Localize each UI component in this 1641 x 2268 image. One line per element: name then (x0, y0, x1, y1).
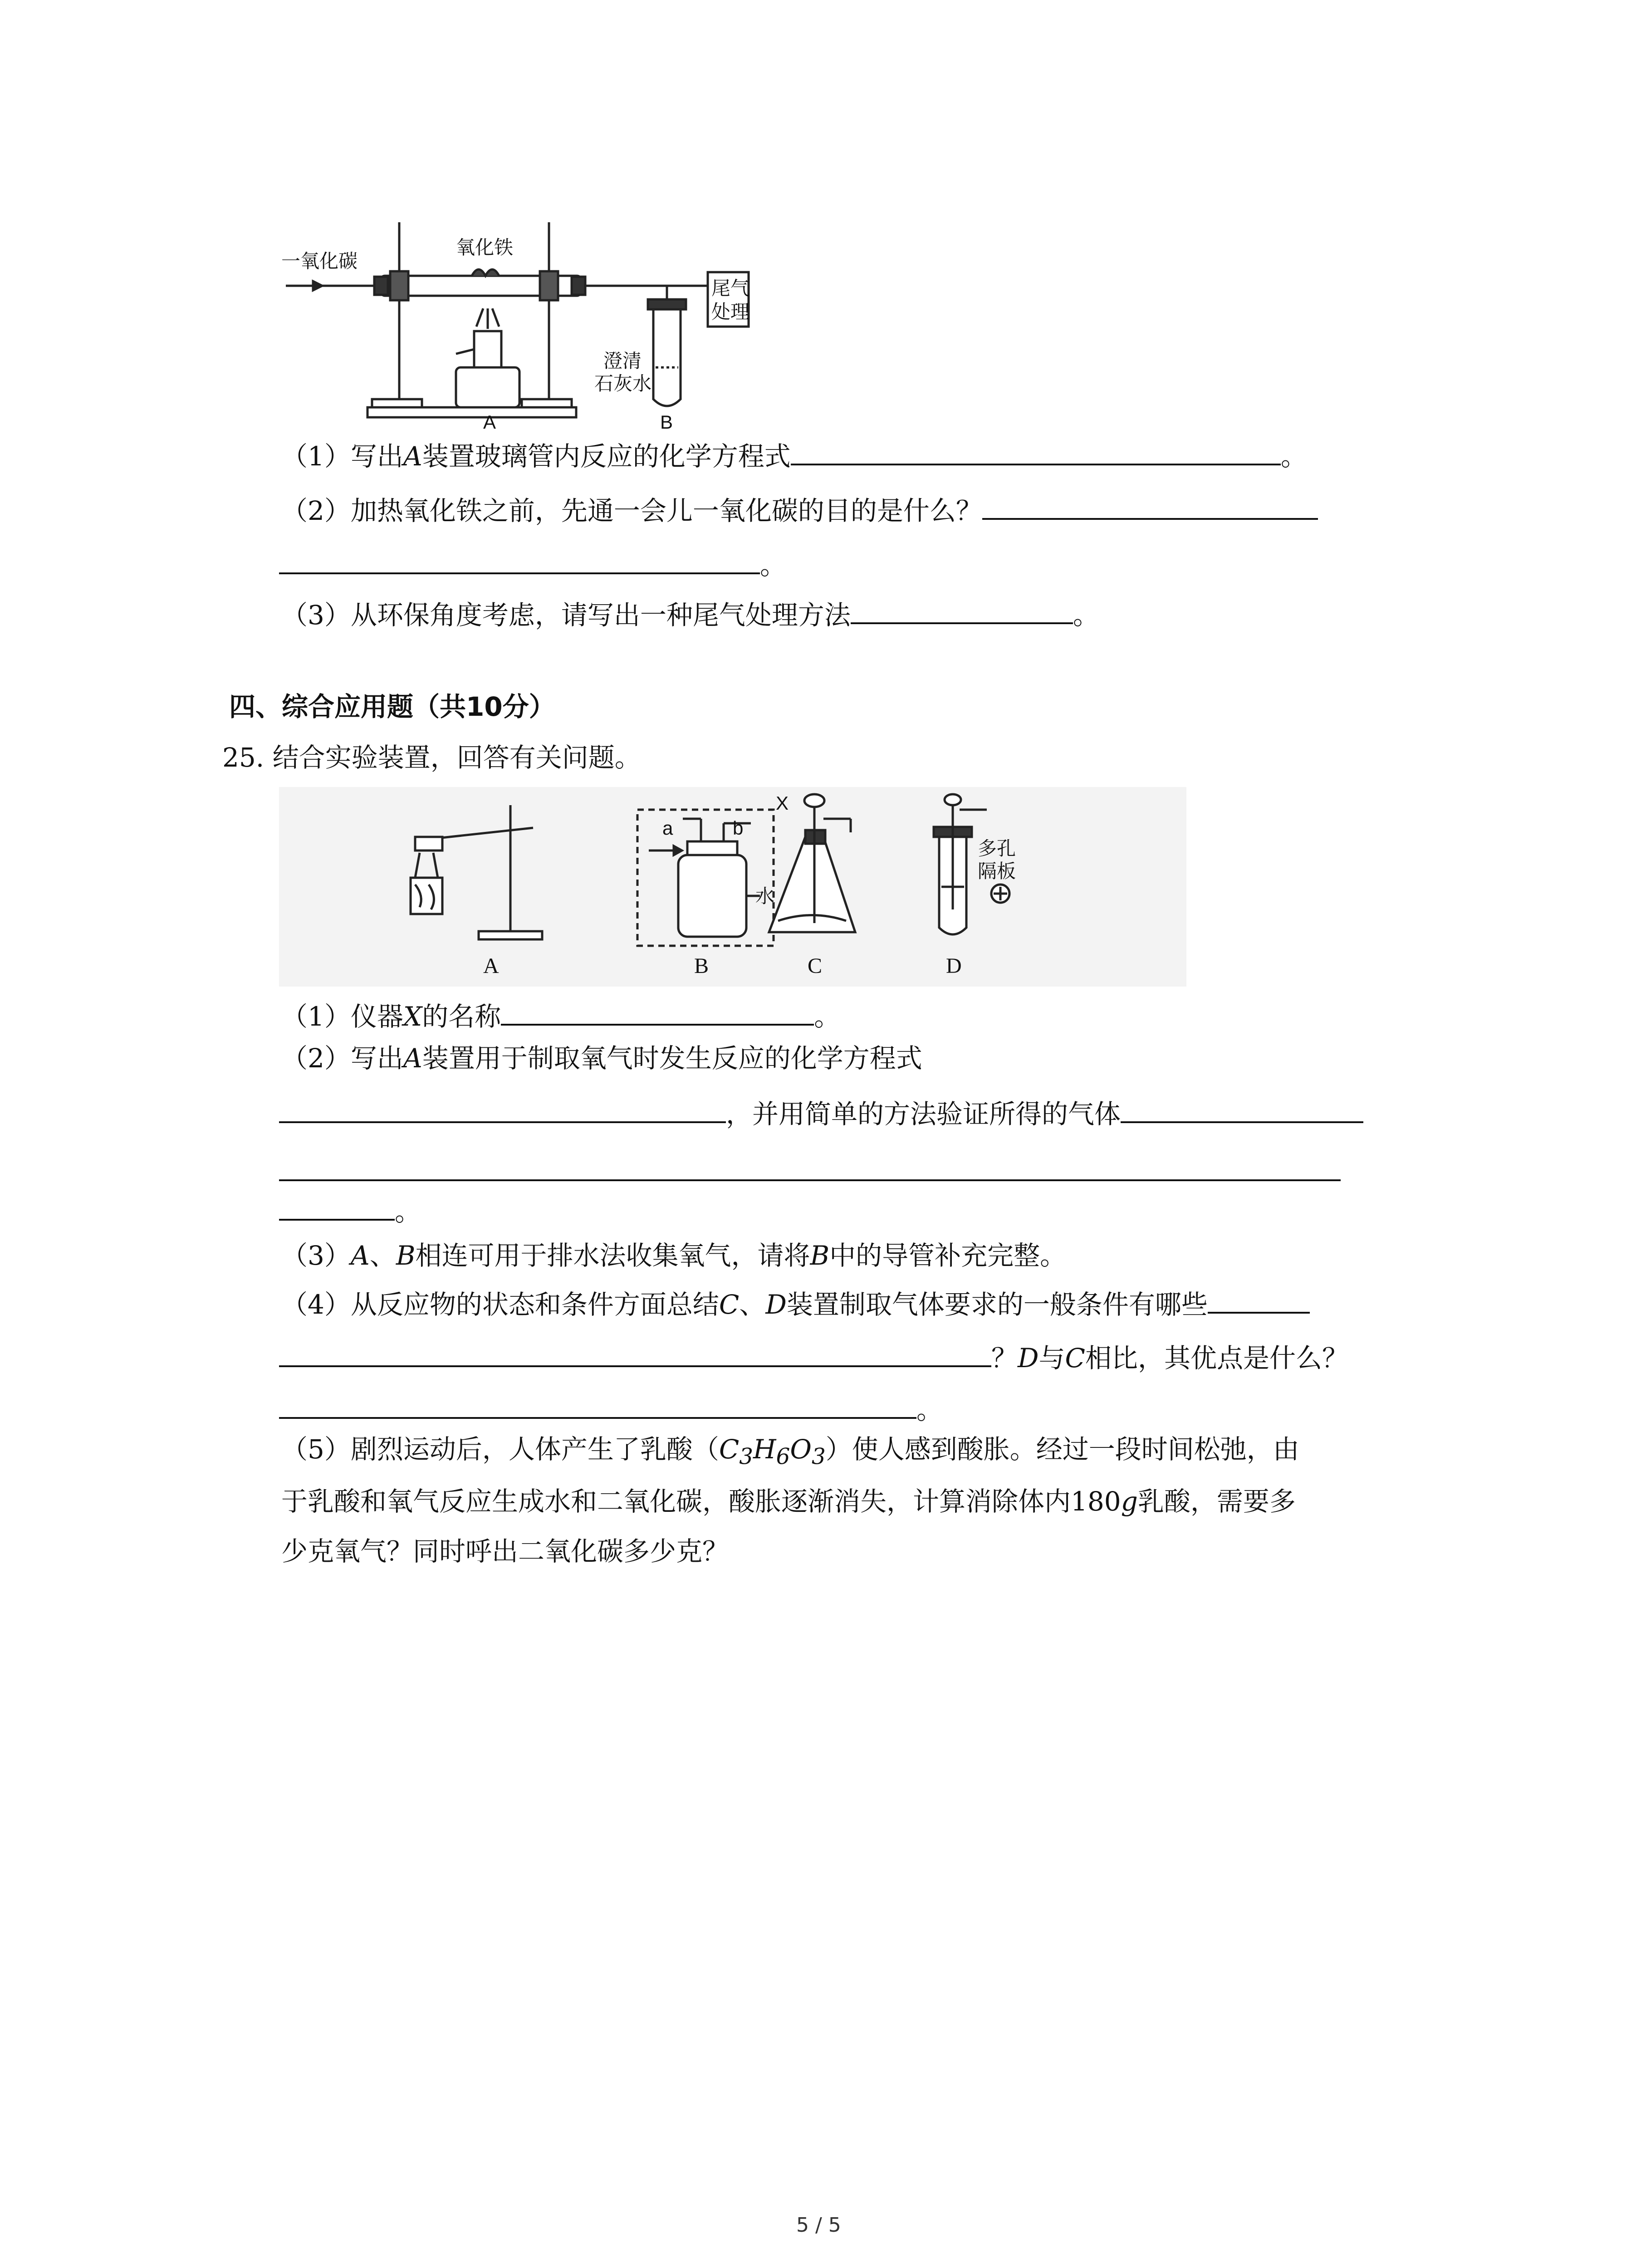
q25-part2 (281, 1040, 922, 1076)
q24-p2-end: 。 (760, 550, 787, 581)
q25-p2-blank-3[interactable] (279, 1179, 1341, 1181)
co-label: 一氧化碳 (281, 250, 358, 272)
q25-p3-mid: 相连可用于排水法收集氧气，请将 (415, 1240, 810, 1271)
q24-p1-end: 。 (1280, 441, 1307, 472)
q25-p3-pre: （3） (281, 1240, 351, 1271)
tail-gas-label-2: 处理 (711, 301, 750, 323)
q25-part2-line4 (279, 1191, 421, 1230)
q25-p1-post: 的名称 (422, 1001, 501, 1032)
fig2-caption-c: C (808, 954, 823, 978)
q25-part3 (281, 1237, 1066, 1274)
q25-p4-l2-var2: C (1065, 1343, 1085, 1374)
fig2-caption-d: D (946, 954, 962, 978)
q25-stem-text: 结合实验装置，回答有关问题。 (272, 742, 641, 773)
q24-p1-var: A (403, 441, 422, 472)
q25-p5-l1-pre: （5）剧烈运动后，人体产生了乳酸（ (281, 1434, 719, 1465)
gas-apparatus-figure (279, 787, 1186, 987)
q25-p5-l2-post: 乳酸，需要多 (1137, 1486, 1296, 1517)
port-b-label: b (733, 817, 744, 839)
limewater-label-1: 澄清 (603, 350, 642, 371)
q25-p4-l2-pre: ？ (991, 1343, 1018, 1374)
q24-part3 (281, 594, 1099, 633)
q25-p5-l1-post: ）使人感到酸胀。经过一段时间松弛，由 (825, 1434, 1299, 1465)
q24-p1-post: 装置玻璃管内反应的化学方程式 (422, 441, 791, 472)
formula-h-sub: 6 (776, 1444, 790, 1470)
q25-p3-var1: A (350, 1240, 370, 1271)
q25-p2-post: 装置用于制取氧气时发生反应的化学方程式 (422, 1043, 922, 1074)
limewater-label-2: 石灰水 (594, 373, 652, 394)
formula-h: H (753, 1434, 776, 1465)
q25-p4-var1: C (719, 1289, 740, 1320)
q25-part2-line2 (279, 1093, 1363, 1132)
formula-c: C (719, 1434, 740, 1465)
q25-p4-l2-mid: 与 (1038, 1343, 1065, 1374)
q25-stem (222, 739, 641, 776)
q24-p3-blank[interactable] (851, 594, 1073, 624)
caption-a: A (483, 411, 496, 431)
q25-part5-line2 (281, 1483, 1296, 1520)
q24-p1-pre: （1）写出 (281, 441, 403, 472)
q25-p4-var2: D (765, 1289, 787, 1320)
q25-p4-end: 。 (916, 1394, 943, 1425)
q24-part1 (281, 435, 1307, 474)
q25-p1-var: X (403, 1001, 422, 1032)
q25-p4-l2-var1: D (1018, 1343, 1039, 1374)
q25-part5-line3: 少克氧气？同时呼出二氧化碳多少克？ (281, 1536, 729, 1567)
q25-number: 25. (222, 742, 265, 773)
q25-p2-blank-4[interactable] (279, 1191, 395, 1221)
q25-p4-blank-2[interactable] (279, 1337, 991, 1367)
q24-p2-text: （2）加热氧化铁之前，先通一会儿一氧化碳的目的是什么？ (281, 495, 982, 526)
q24-p3-end: 。 (1073, 600, 1099, 631)
q25-p2-pre: （2）写出 (281, 1043, 403, 1074)
q25-p4-pre: （4）从反应物的状态和条件方面总结 (281, 1289, 719, 1320)
water-label: 水 (755, 885, 775, 907)
q25-p5-unit: g (1121, 1486, 1138, 1517)
q24-p2-blank-1[interactable] (982, 490, 1318, 520)
q25-p2-var: A (403, 1043, 422, 1074)
q24-p3-text: （3）从环保角度考虑，请写出一种尾气处理方法 (281, 600, 851, 631)
q25-p1-pre: （1）仪器 (281, 1001, 403, 1032)
q25-part1 (281, 996, 840, 1035)
instrument-x-label: X (776, 792, 789, 814)
q25-part4-line2 (279, 1337, 1348, 1376)
q24-p2-blank-2[interactable] (279, 544, 760, 574)
q25-p1-end: 。 (814, 1001, 841, 1032)
page-number: 5 / 5 (796, 2214, 841, 2237)
q25-p3-var2: B (396, 1240, 416, 1271)
q25-p4-post: 装置制取气体要求的一般条件有哪些 (786, 1289, 1208, 1320)
fig2-caption-b: B (694, 954, 709, 978)
section-4-title: 四、综合应用题（共10分） (229, 691, 555, 722)
formula-o: O (790, 1434, 812, 1465)
porous-plate-label-2: 隔板 (978, 860, 1016, 882)
formula-c-sub: 3 (739, 1444, 754, 1470)
q25-p4-sep: 、 (739, 1289, 766, 1320)
lactic-acid-formula (719, 1434, 826, 1470)
q25-p4-blank-3[interactable] (279, 1389, 916, 1419)
q25-p1-blank[interactable] (501, 996, 814, 1026)
iron-oxide-label: 氧化铁 (456, 237, 514, 258)
q25-p2-line2-text: ，并用简单的方法验证所得的气体 (726, 1099, 1121, 1129)
q25-p2-end: 。 (395, 1196, 421, 1227)
q25-part4 (281, 1284, 1310, 1323)
q25-p3-sep: 、 (369, 1240, 396, 1271)
tail-gas-label-1: 尾气 (711, 278, 750, 299)
q25-part5-line1 (281, 1431, 1299, 1475)
porous-plate-label-1: 多孔 (978, 838, 1016, 859)
q25-p4-blank-1[interactable] (1208, 1284, 1310, 1314)
caption-b: B (660, 411, 673, 431)
fig2-caption-a: A (483, 954, 499, 978)
co-reduction-apparatus-figure (277, 218, 794, 431)
q24-part2 (281, 490, 1318, 529)
q24-p1-blank[interactable] (791, 435, 1281, 465)
q25-p5-l2-pre: 于乳酸和氧气反应生成水和二氧化碳，酸胀逐渐消失，计算消除体内180 (281, 1486, 1121, 1517)
port-a-label: a (662, 817, 673, 839)
q25-p3-var3: B (810, 1240, 830, 1271)
formula-o-sub: 3 (811, 1444, 826, 1470)
q25-p4-l2-post: 相比，其优点是什么？ (1085, 1343, 1348, 1374)
q25-p2-blank-1[interactable] (279, 1093, 726, 1123)
q25-p2-blank-2[interactable] (1121, 1093, 1363, 1123)
q24-part2-cont (279, 544, 786, 583)
q25-part4-line3 (279, 1389, 943, 1428)
q25-p3-post: 中的导管补充完整。 (829, 1240, 1067, 1271)
